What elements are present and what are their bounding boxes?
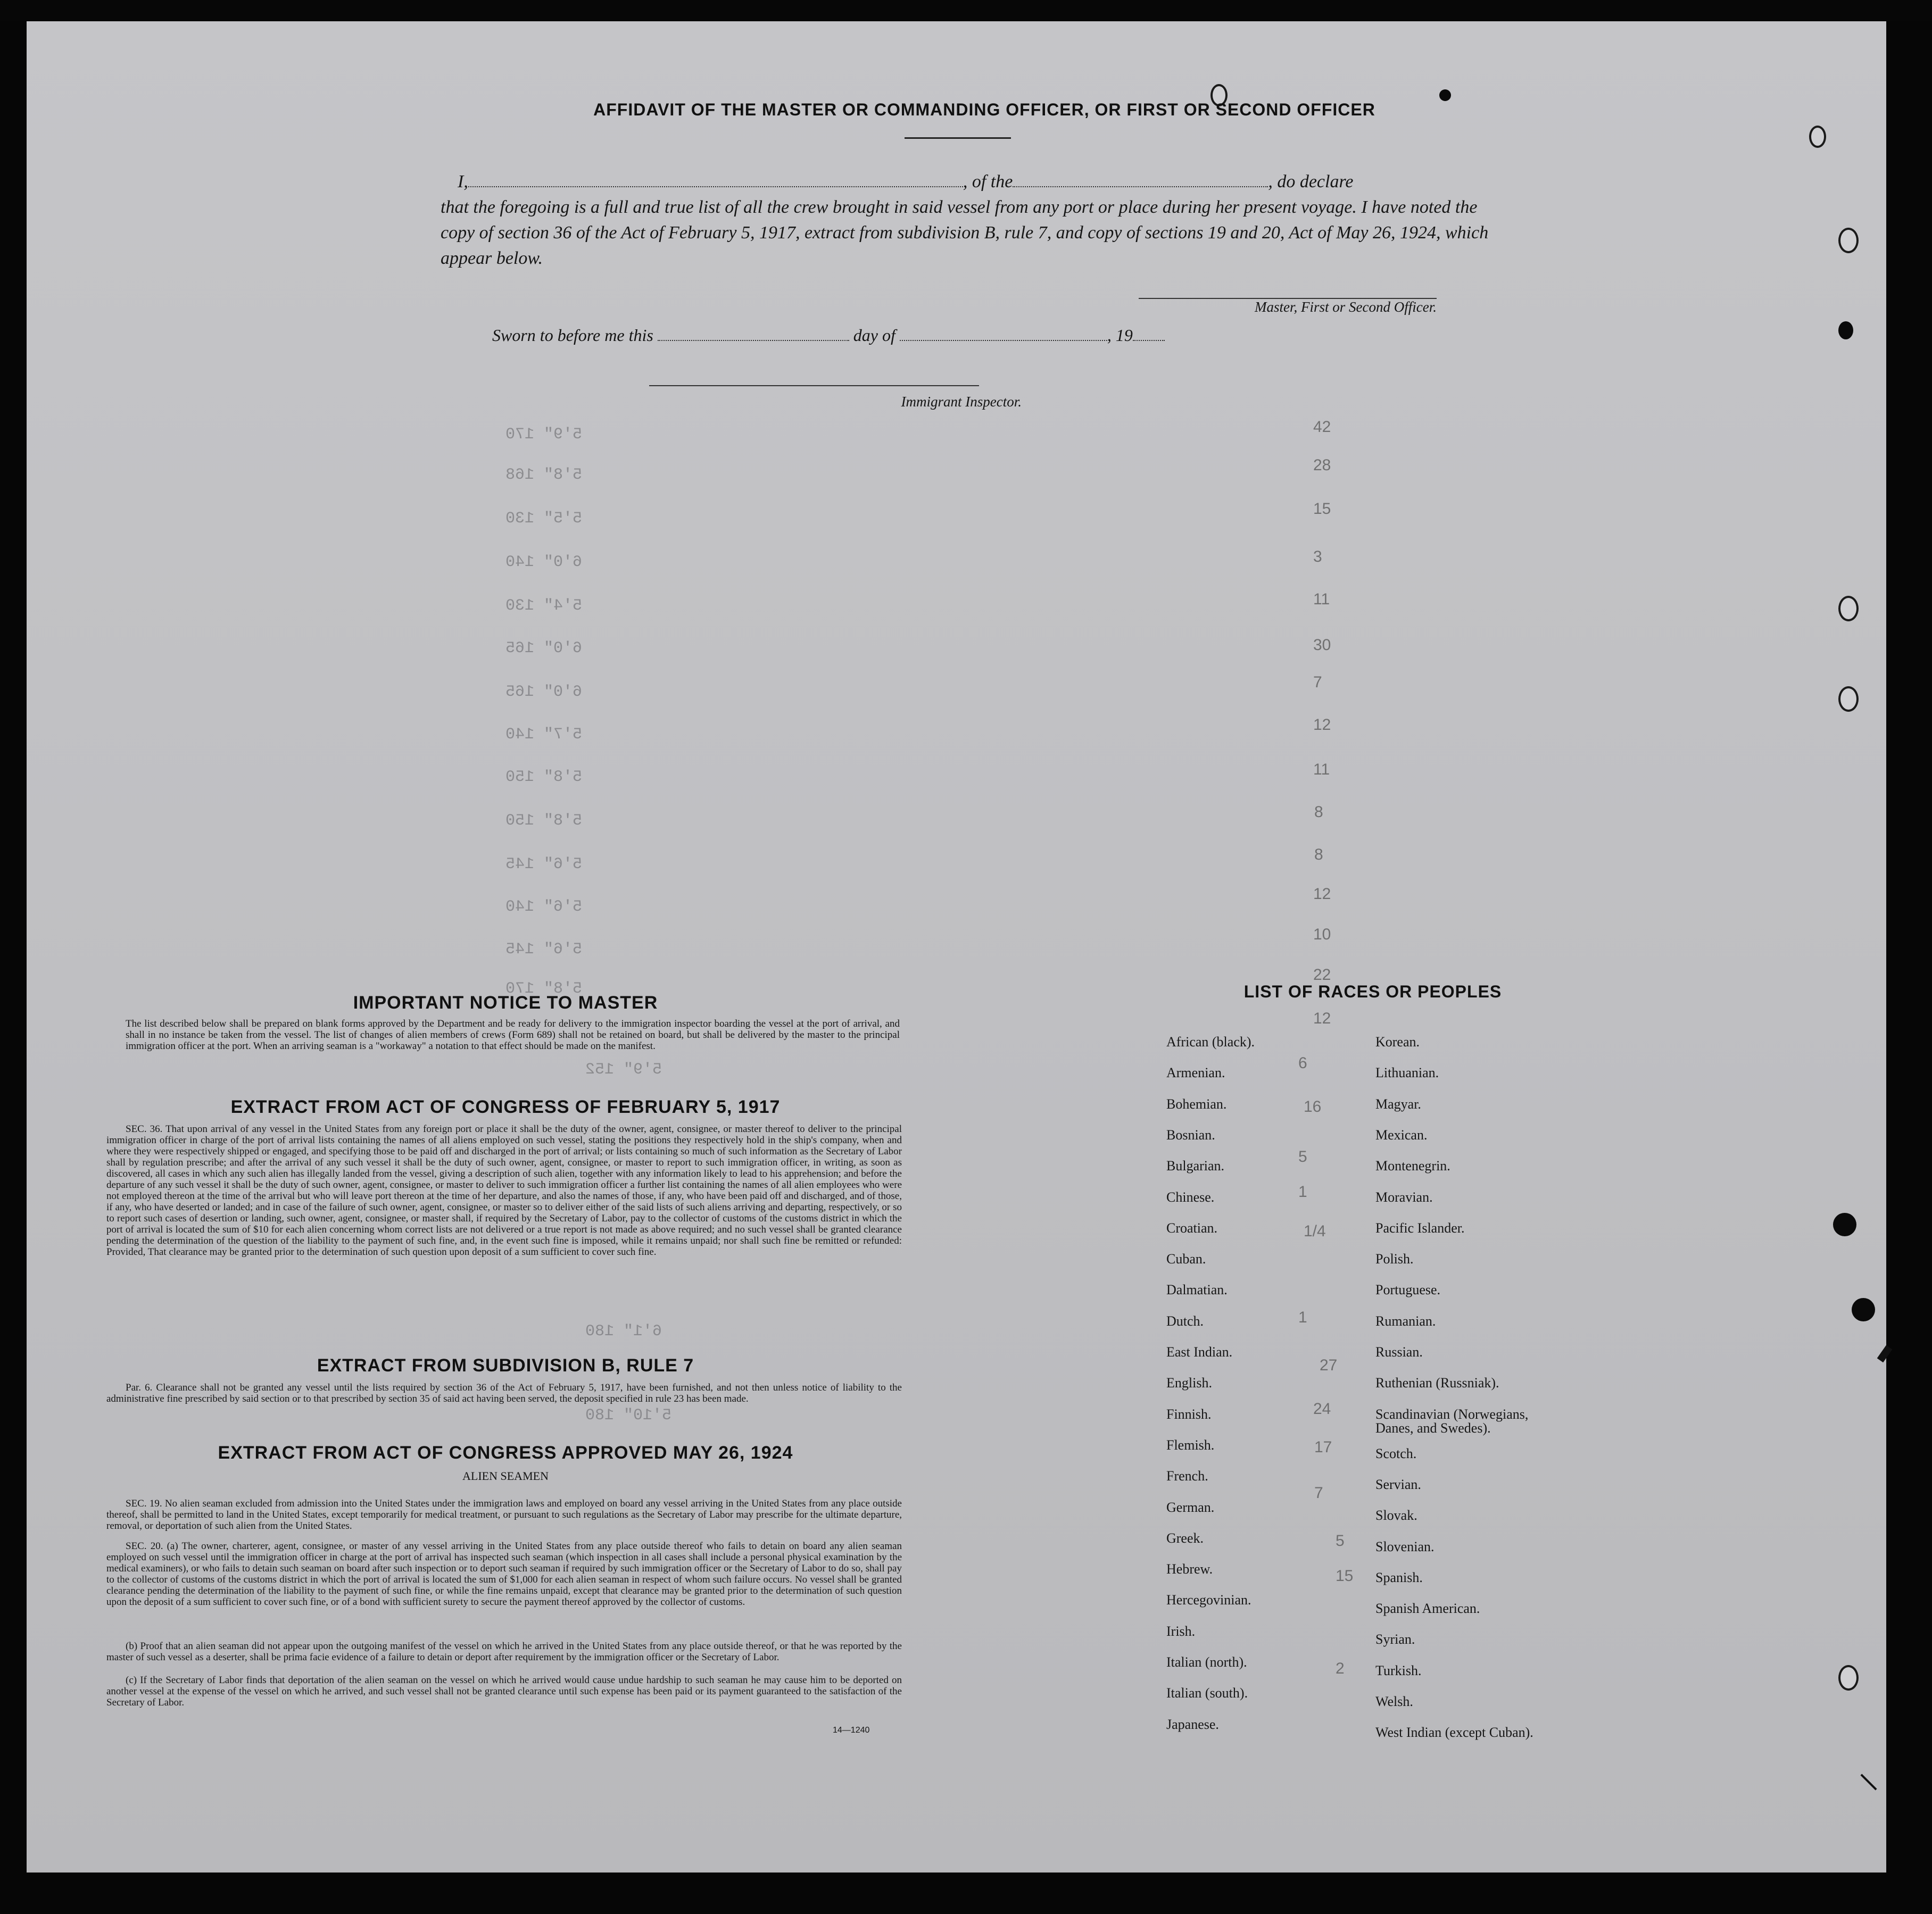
race-entry: Bulgarian. (1166, 1158, 1225, 1174)
race-entry: Mexican. (1375, 1127, 1428, 1143)
ghost-age: 1 (1298, 1183, 1307, 1201)
race-entry: Dalmatian. (1166, 1282, 1228, 1297)
binder-hole (1838, 321, 1853, 339)
ghost-age: 42 (1313, 418, 1331, 436)
ghost-height: 5'6" 145 (505, 855, 583, 873)
race-entry: Slovenian. (1375, 1539, 1435, 1554)
ghost-height: 5'5" 130 (505, 510, 583, 528)
race-entry: West Indian (except Cuban). (1375, 1725, 1533, 1740)
ghost-height: 5'9" 152 (585, 1061, 662, 1079)
race-entry: Dutch. (1166, 1313, 1204, 1329)
ghost-height: 5'8" 170 (505, 980, 583, 998)
ghost-age: 1 (1298, 1309, 1307, 1326)
affidavit-title: AFFIDAVIT OF THE MASTER OR COMMANDING OFFICER, OR FIRST OR SECOND OFFICER (593, 100, 1375, 119)
binder-hole (1439, 89, 1451, 101)
extract-rule7-text: Par. 6. Clearance shall not be granted any vessel until the lists required by section 36 of the Act of February 5, 1917, have been furnished, and not then unless notice of liability to the administrative fine prescribed by said section or to that prescribed by section 35 of said act having been served, the deposit specified in rule 23 has been made. (106, 1382, 902, 1404)
sworn-day-of: day of (853, 326, 895, 345)
sworn-line (492, 326, 1165, 345)
binder-ring (1838, 596, 1859, 621)
ghost-age: 15 (1336, 1567, 1354, 1585)
ghost-height: 6'1" 180 (585, 1322, 662, 1341)
race-entry: Turkish. (1375, 1663, 1422, 1678)
race-entry: Lithuanian. (1375, 1065, 1439, 1080)
ghost-age: 28 (1313, 456, 1331, 474)
title-rule (905, 137, 1011, 139)
race-entry: Polish. (1375, 1251, 1414, 1267)
race-entry: Spanish American. (1375, 1601, 1480, 1616)
name-blank (468, 184, 963, 187)
ghost-height: 5'6" 140 (505, 898, 583, 916)
race-entry: Scotch. (1375, 1446, 1417, 1461)
ghost-age: 30 (1313, 636, 1331, 654)
race-entry: Spanish. (1375, 1570, 1423, 1585)
race-entry: Montenegrin. (1375, 1158, 1450, 1174)
race-entry: Russian. (1375, 1344, 1423, 1360)
ghost-height: 5'4" 130 (505, 597, 583, 615)
race-entry: Slovak. (1375, 1508, 1417, 1523)
race-entry: Syrian. (1375, 1632, 1415, 1647)
ghost-height: 6'0" 165 (505, 683, 583, 701)
binder-ring (1838, 686, 1859, 712)
ghost-age: 1/4 (1304, 1222, 1326, 1240)
sec20a-text: SEC. 20. (a) The owner, charterer, agent, consignee, or master of any vessel arriving in the United States from any place outside thereof who fails to detain on board any alien seaman employed on such vessel until the immigration officer in charge at the port of arrival has inspected such seaman (which inspection in all cases shall include a personal physical examination by the medical examiners), or who fails to detain such seaman on board after such inspection or to deport such seaman if required by such immigration officer or the Secretary of Labor to do so, shall pay to the collector of customs of the customs district in which the port of arrival is located the sum of $1,000 for each alien seaman in respect of whom such failure occurs. No vessel shall be granted clearance pending the determination of the liability to the payment of such fine, or while the fine remains unpaid, except that clearance may be granted prior to the determination of such question upon the deposit of a sum sufficient to cover such fine, or of a bond with sufficient surety to secure the payment thereof approved by the collector of customs. (106, 1541, 902, 1608)
race-entry: Scandinavian (Norwegians, Danes, and Swedes). (1375, 1407, 1529, 1436)
sec19-text: SEC. 19. No alien seaman excluded from admission into the United States under the immigration laws and employed on board any vessel arriving in the United States from any place outside thereof, shall be permitted to land in the United States, except temporarily for medical treatment, or pursuant to such regulations as the Secretary of Labor may prescribe for the ultimate departure, removal, or deportation of such alien from the United States. (106, 1498, 902, 1532)
sec20c-text: (c) If the Secretary of Labor finds that deportation of the alien seaman on the vessel on which he arrived would cause undue hardship to such seaman he may cause him to be deported on another vessel at the expense of the vessel on which he arrived, and such vessel shall not be granted clearance until such expense has been paid or its payment guaranteed to the satisfaction of the Secretary of Labor. (106, 1675, 902, 1708)
ghost-age: 12 (1313, 716, 1331, 734)
notice-title: IMPORTANT NOTICE TO MASTER (353, 993, 658, 1013)
ghost-height: 5'9" 170 (505, 426, 583, 444)
ghost-age: 3 (1313, 548, 1322, 565)
race-entry: Cuban. (1166, 1251, 1206, 1267)
scan-top-edge (0, 0, 1932, 21)
extract-1924-subtitle: ALIEN SEAMEN (462, 1469, 549, 1483)
ghost-age: 8 (1314, 846, 1323, 863)
ghost-age: 7 (1313, 673, 1322, 691)
affidavit-statement: that the foregoing is a full and true list of all the crew brought in said vessel from any port or place during her present voyage. I have noted the copy of section 36 of the Act of February 5, 1917, extract from subdivision B, rule 7, and copy of sections 19 and 20, Act of May 26, 1924, which appear below. (441, 197, 1489, 268)
ghost-height: 5'8" 150 (505, 768, 583, 786)
ghost-height: 5'7" 140 (505, 726, 583, 744)
ghost-height: 5'8" 150 (505, 812, 583, 830)
ghost-height: 5'8" 168 (505, 466, 583, 484)
race-entry: Hercegovinian. (1166, 1592, 1251, 1608)
ghost-age: 12 (1313, 1010, 1331, 1027)
binder-ring (1809, 126, 1826, 148)
race-entry: French. (1166, 1468, 1208, 1484)
ghost-height: 6'0" 165 (505, 639, 583, 658)
race-entry: Finnish. (1166, 1407, 1212, 1422)
ghost-age: 22 (1313, 966, 1331, 984)
declare-do: , do declare (1268, 172, 1354, 192)
binder-ring (1838, 1665, 1859, 1691)
sec20b-text: (b) Proof that an alien seaman did not appear upon the outgoing manifest of the vessel on which he arrived in the United States from any place outside thereof, or that he was reported by the master of such vessel as a deserter, shall be prima facie evidence of a failure to detain or deport after requirement by the immigration officer or the Secretary of Labor. (106, 1641, 902, 1663)
binder-ring (1838, 228, 1859, 253)
extract-rule7-title: EXTRACT FROM SUBDIVISION B, RULE 7 (317, 1355, 694, 1376)
race-entry: Magyar. (1375, 1096, 1421, 1112)
race-entry: Japanese. (1166, 1717, 1219, 1732)
vessel-blank (1013, 184, 1268, 187)
race-entry: Pacific Islander. (1375, 1220, 1465, 1236)
race-entry: Korean. (1375, 1034, 1420, 1050)
ghost-height: 5'6" 145 (505, 941, 583, 959)
declare-of-the: , of the (963, 172, 1013, 192)
ghost-age: 6 (1298, 1054, 1307, 1072)
extract-1917-text: SEC. 36. That upon arrival of any vessel in the United States from any foreign port or place it shall be the duty of the owner, agent, consignee, or master thereof to deliver to the principal immigration officer in charge of the port of arrival lists containing the names of all aliens employed on such vessel, stating the positions they respectively hold in the ship's company, when and where they were respectively shipped or engaged, and specifying those to be paid off and discharged in the port of arrival; or lists containing so much of such information as the Secretary of Labor shall by regulation prescribe; and after the arrival of any such vessel it shall be the duty of such owner, agent, consignee, or master to report to such immigration officer, in writing, as soon as discovered, all cases in which any such alien has illegally landed from the vessel, giving a description of such alien, together with any information likely to lead to his apprehension; and before the departure of any such vessel it shall be the duty of such owner, agent, consignee, or master to deliver to such immigration officer a further list containing the names of all alien employees who were not employed thereon at the time of the arrival but who will leave port thereon at the time of her departure, and also the names of those, if any, who have been paid off and discharged, and of those, if any, who have deserted or landed; and in case of the failure of such owner, agent, consignee, or master so to deliver either of the said lists of such aliens arriving and departing, respectively, or so to report such cases of desertion or landing, such owner, agent, consignee, or master shall, if required by the Secretary of Labor, pay to the collector of customs of the customs district in which the port of arrival is located the sum of $10 for each alien concerning whom correct lists are not delivered or a true report is not made as above required; and no such vessel shall be granted clearance pending the determination of the question of the liability to the payment of such fine, and, in the event such fine is imposed, while it remains unpaid; nor shall such fine be remitted or refunded: Provided, That clearance may be granted prior to the determination of such question upon deposit of a sum sufficient to cover such fine. (106, 1124, 902, 1258)
ghost-age: 15 (1313, 500, 1331, 518)
form-number: 14—1240 (833, 1726, 870, 1735)
sworn-prefix: Sworn to before me this (492, 326, 653, 345)
race-entry: English. (1166, 1375, 1212, 1391)
ghost-height: 5'10" 180 (585, 1407, 672, 1425)
race-entry: African (black). (1166, 1034, 1255, 1050)
race-entry: Moravian. (1375, 1189, 1433, 1205)
notice-text: The list described below shall be prepared on blank forms approved by the Department and be ready for delivery to the immigration inspector boarding the vessel at the port of arrival, and shall in no instance be taken from the vessel. The list of changes of alien members of crews (Form 689) shall not be retained on board, but shall be delivered by the master to the principal immigration officer at the port. When an arriving seaman is a "workaway" a notation to that effect should be made on the manifest. (126, 1018, 900, 1052)
race-entry: Armenian. (1166, 1065, 1225, 1080)
sworn-year: , 19 (1107, 326, 1133, 345)
ghost-age: 12 (1313, 885, 1331, 903)
race-entry: Bosnian. (1166, 1127, 1215, 1143)
race-entry: Rumanian. (1375, 1313, 1436, 1329)
ghost-age: 7 (1314, 1484, 1323, 1502)
signature-label: Master, First or Second Officer. (1255, 299, 1437, 315)
race-entry: Portuguese. (1375, 1282, 1441, 1297)
race-entry: Greek. (1166, 1530, 1204, 1546)
affidavit-body (441, 169, 1505, 271)
sworn-date-blank (658, 338, 849, 341)
ghost-age: 11 (1313, 761, 1330, 778)
races-title: LIST OF RACES OR PEOPLES (1243, 982, 1502, 1001)
race-entry: Hebrew. (1166, 1561, 1213, 1577)
race-entry: Irish. (1166, 1624, 1196, 1639)
binder-hole (1833, 1213, 1856, 1236)
extract-1917-title: EXTRACT FROM ACT OF CONGRESS OF FEBRUARY 5, 1917 (230, 1097, 781, 1117)
ghost-age: 17 (1314, 1438, 1332, 1456)
sworn-year-blank (1133, 338, 1165, 341)
race-entry: Ruthenian (Russniak). (1375, 1375, 1499, 1391)
sworn-month-blank (900, 338, 1107, 341)
race-entry: German. (1166, 1500, 1215, 1515)
race-entry: Welsh. (1375, 1694, 1413, 1709)
inspector-line (649, 385, 979, 386)
binder-hole (1852, 1298, 1875, 1321)
race-entry: Flemish. (1166, 1437, 1215, 1453)
extract-1924-title: EXTRACT FROM ACT OF CONGRESS APPROVED MAY 26, 1924 (218, 1443, 793, 1463)
declaration-line (441, 169, 1505, 195)
race-entry: Italian (north). (1166, 1654, 1247, 1670)
race-entry: Italian (south). (1166, 1685, 1248, 1701)
race-entry: Croatian. (1166, 1220, 1218, 1236)
ghost-age: 27 (1320, 1357, 1338, 1374)
ghost-age: 10 (1313, 926, 1331, 943)
ghost-age: 8 (1314, 803, 1323, 821)
ghost-height: 6'0" 140 (505, 553, 583, 571)
ghost-age: 2 (1336, 1660, 1345, 1677)
race-entry: East Indian. (1166, 1344, 1233, 1360)
ghost-age: 16 (1304, 1098, 1322, 1116)
ghost-age: 5 (1298, 1148, 1307, 1166)
race-entry: Bohemian. (1166, 1096, 1227, 1112)
declare-i: I, (458, 172, 468, 192)
race-entry: Servian. (1375, 1477, 1421, 1492)
ghost-age: 24 (1313, 1400, 1331, 1418)
race-entry: Chinese. (1166, 1189, 1215, 1205)
ghost-age: 11 (1313, 590, 1330, 608)
inspector-label: Immigrant Inspector. (901, 394, 1022, 410)
ghost-age: 5 (1336, 1532, 1345, 1550)
